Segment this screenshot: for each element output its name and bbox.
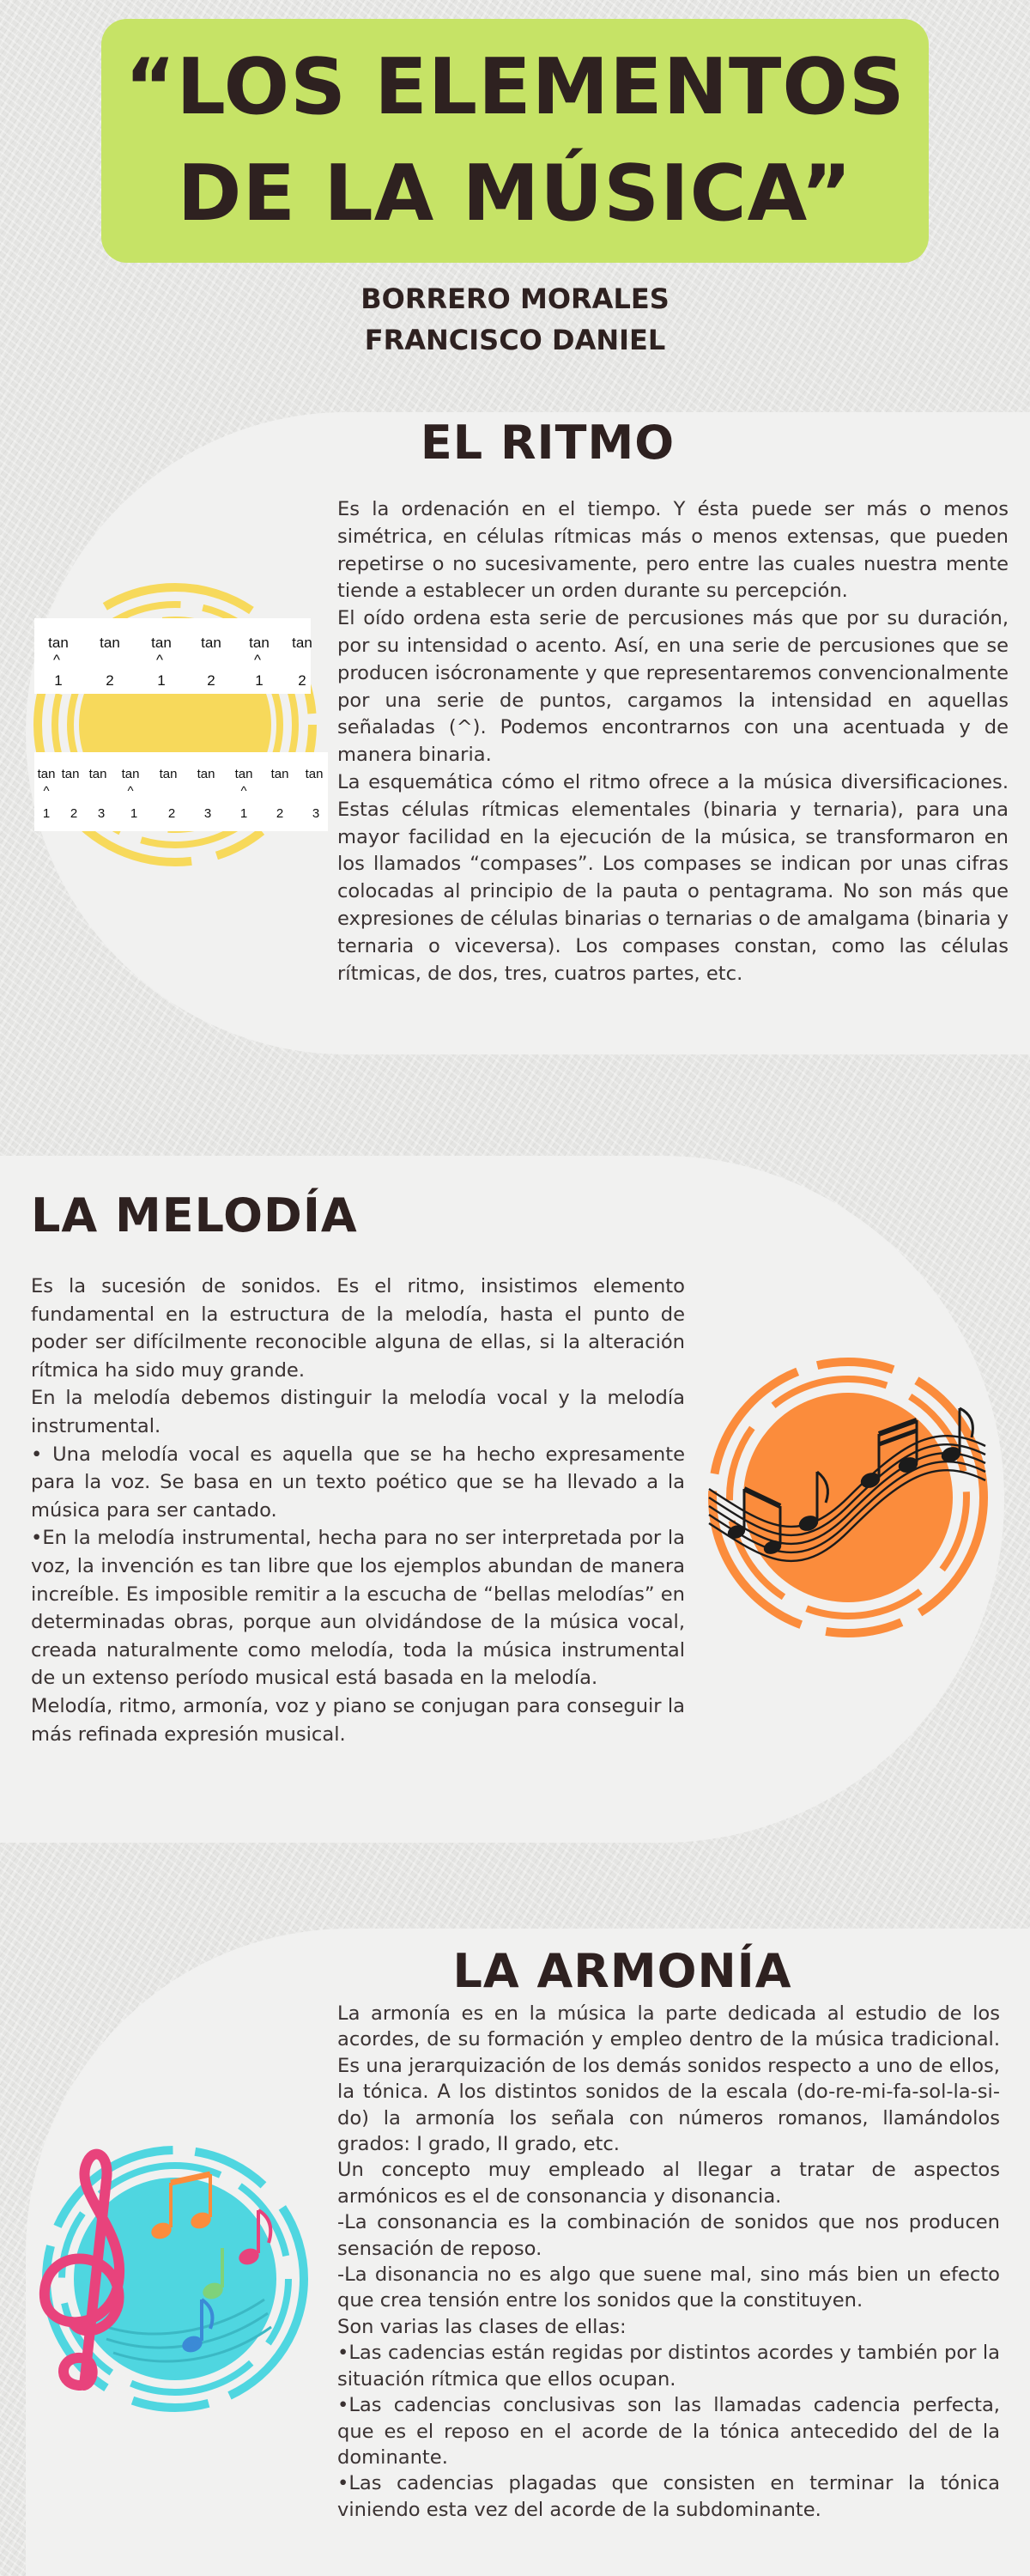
- rhythm-notation-icon: [24, 574, 333, 871]
- beat-count: 2: [167, 806, 176, 821]
- accent-mark: ^: [43, 784, 50, 799]
- beat-count: 2: [276, 806, 284, 821]
- beat-count: 1: [157, 672, 166, 689]
- rhythm-syllable: tan: [151, 635, 172, 651]
- accent-mark: ^: [240, 784, 247, 799]
- rhythm-syllable: tan: [88, 767, 107, 781]
- beat-count: 1: [42, 806, 51, 821]
- beat-count: 1: [239, 806, 248, 821]
- page-title: “LOS ELEMENTOS DE LA MÚSICA”: [124, 42, 906, 239]
- section-melodia-heading: LA MELODÍA: [31, 1188, 358, 1242]
- rhythm-syllable: tan: [121, 767, 140, 781]
- author-name: BORRERO MORALES FRANCISCO DANIEL: [360, 283, 670, 356]
- beat-count: 3: [312, 806, 320, 821]
- beat-count: 2: [207, 672, 215, 689]
- accent-mark: ^: [254, 652, 261, 668]
- beat-count: 1: [255, 672, 264, 689]
- rhythm-syllable: tan: [197, 767, 215, 781]
- beat-count: 1: [54, 672, 63, 689]
- beat-count: 1: [130, 806, 138, 821]
- section-ritmo-heading: EL RITMO: [420, 416, 676, 470]
- beat-count: 3: [203, 806, 212, 821]
- rhythm-syllable: tan: [48, 635, 69, 651]
- beat-count: 2: [70, 806, 78, 821]
- accent-mark: ^: [156, 652, 163, 668]
- rhythm-syllable: tan: [292, 635, 312, 651]
- section-ritmo-text: Es la ordenación en el tiempo. Y ésta puede ser más o menos simétrica, en células rítmicas más o menos extensas, que pueden repetirse o no sucesivamente, pero entre las cuales nuestra mente tiende a establecer un orden durante su percepción. El oído ordena esta serie de percusiones más que por su duración, por su intensidad o acento. Así, en una serie de percusiones que se producen isócronamente y que representaremos convencionalmente por una serie de puntos, cargamos la intensidad en aquellas señaladas (^). Podemos encontrarnos con una acentuada y de manera binaria. La esquemática cómo el ritmo ofrece a la música diversificaciones. Estas células rítmicas elementales (binaria y ternaria), para una mayor facilidad en la ejecución de la música, se transformaron en los llamados “compases”. Los compases se indican por unas cifras colocadas al principio de la pauta o pentagrama. No son más que expresiones de células binarias o ternarias o de amalgama (binaria y ternaria o viceversa). Los compases constan, como las células rítmicas, de dos, tres, cuatros partes, etc.: [337, 498, 1009, 985]
- rhythm-syllable: tan: [305, 767, 324, 781]
- accent-mark: ^: [53, 652, 60, 668]
- section-melodia-text: Es la sucesión de sonidos. Es el ritmo, insistimos elemento fundamental en la estructura de la melodía, hasta el punto de poder ser difícilmente reconocible alguna de ellas, si la alteración rítmica ha sido muy grande. En la melodía debemos distinguir la melodía vocal y la melodía instrumental. • Una melodía vocal es aquella que se ha hecho expresamente para la voz. Se basa en un texto poético que se ha llevado a la música para ser cantado. •En la melodía instrumental, hecha para no ser interpretada por la voz, la invención es tan libre que los ejemplos abundan de manera increíble. Es imposible remitir a la escucha de “bellas melodías” en determinadas obras, porque aun olvidándose de la música vocal, creada naturalmente como melodía, toda la música instrumental de un extenso período musical está basada en la melodía. Melodía, ritmo, armonía, voz y piano se conjugan para conseguir la más refinada expresión musical.: [31, 1275, 685, 1746]
- rhythm-syllable: tan: [249, 635, 270, 651]
- rhythm-syllable: tan: [159, 767, 178, 781]
- section-armonia-heading: LA ARMONÍA: [452, 1944, 792, 1998]
- section-armonia-text: La armonía es en la música la parte dedicada al estudio de los acordes, de su formación y empleo dentro de la música tradicional. Es una jerarquización de los demás sonidos respecto a uno de ellos, la tónica. A los distintos sonidos de la escala (do-re-mi-fa-sol-la-si-do) la armonía los señala con números romanos, llamándolos grados: I grado, II grado, etc. Un concepto muy empleado al llegar a tratar de aspectos armónicos es el de consonancia y disonancia. -La consonancia es la combinación de sonidos que nos producen sensación de reposo. -La disonancia no es algo que suene mal, sino más bien un efecto que crea tensión entre los sonidos que la constituyen. Son varias las clases de ellas: •Las cadencias están regidas por distintos acordes y también por la situación rítmica que ellos ocupan. •Las cadencias conclusivas son las llamadas cadencia perfecta, que es el reposo en el acorde de la tónica antecedido del de la dominante. •Las cadencias plagadas que consisten en terminar la tónica viniendo esta vez del acorde de la subdominante.: [337, 2002, 1000, 2521]
- beat-count: 2: [298, 672, 306, 689]
- rhythm-syllable: tan: [270, 767, 289, 781]
- rhythm-syllable: tan: [201, 635, 221, 651]
- rhythm-syllable: tan: [61, 767, 80, 781]
- beat-count: 2: [106, 672, 114, 689]
- rhythm-syllable: tan: [234, 767, 253, 781]
- treble-clef-notes-icon: [24, 2128, 316, 2420]
- rhythm-syllable: tan: [100, 635, 120, 651]
- accent-mark: ^: [127, 784, 134, 799]
- music-notes-staff-icon: [702, 1352, 994, 1643]
- rhythm-syllable: tan: [37, 767, 56, 781]
- beat-count: 3: [97, 806, 106, 821]
